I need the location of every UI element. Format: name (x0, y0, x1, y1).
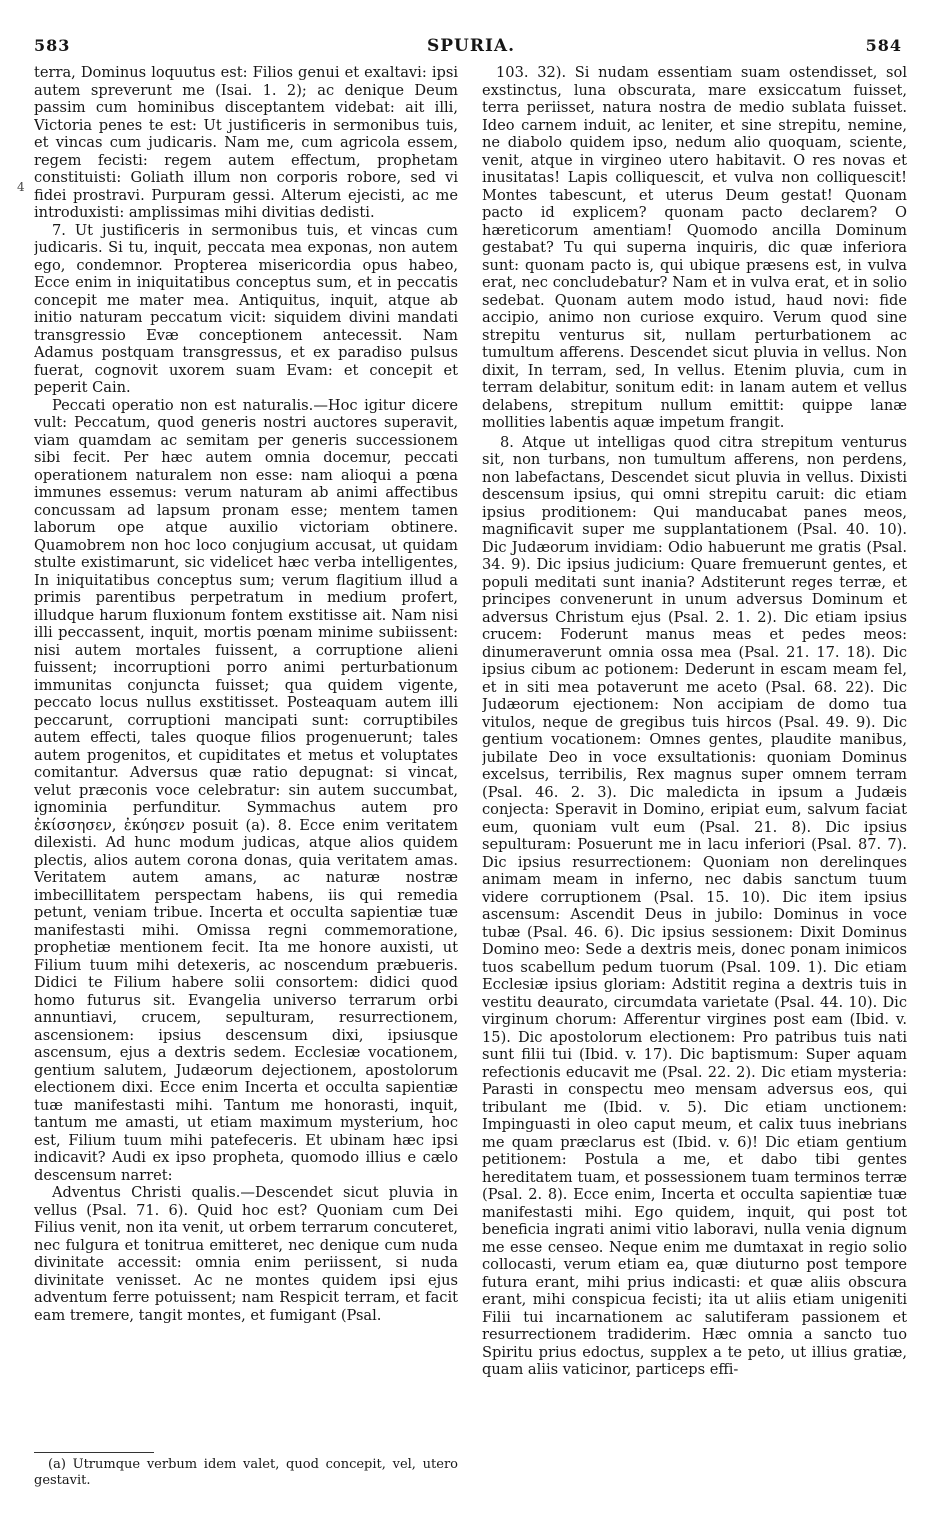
paragraph: terra, Dominus loquutus est: Filios genui et exaltavi: ipsi autem spreverunt me (Isai. 1. 2); ac denique Deum passim cum hominibus disceptantem videbat: ait illi, Victoria penes te est: Ut justificeris in sermonibus tuis, et vincas cum judicaris. Nam me, cum agricola essem, regem fecisti: regem autem effectum, prophetam constituisti: Goliath illum non corporis robore, sed vi fidei prostravi. Purpuram gessi. Alterum ejecisti, ac me introduxisti: amplissimas mihi divitias dedisti. (34, 64, 458, 221)
paragraph: 103. 32). Si nudam essentiam suam ostendisset, sol exstinctus, luna obscurata, mare exsiccatum fuisset, terra periisset, natura nostra de medio sublata fuisset. Ideo carnem induit, ac leniter, et sine strepitu, nemine, ne diabolo quidem ipso, nedum alio quoquam, sciente, venit, atque in virgineo utero habitavit. O res novas et inusitatas! Lapis colliquescit, et vulva non colliquescit! Montes tabescunt, et uterus Deum gestat! Quonam pacto id explicem? quonam pacto declarem? O hæreticorum amentiam! Quomodo ancilla Dominum gestabat? Tu qui superna inquiris, dic quæ inferiora sunt: quonam pacto is, qui ubique præsens est, in vulva erat, nec concludebatur? Nam et in vulva erat, et in solio sedebat. Quonam autem modo istud, haud novi: fide accipio, animo non curiose exquiro. Verum quod sine strepitu venturus sit, nullam perturbationem ac tumultum afferens. Descendet sicut pluvia in vellus. Non dixit, In terram, sed, In vellus. Etenim pluvia, cum in terram delabitur, sonitum edit: in lanam autem et vellus delabens, strepitum nullum emittit: quippe lanæ mollities labentis aquæ impetum frangit. (482, 64, 907, 431)
margin-mark: 4 (17, 180, 25, 194)
footnote-rule (34, 1452, 154, 1453)
page-number-right: 584 (865, 36, 902, 55)
footnote-text: (a) Utrumque verbum idem valet, quod concepit, vel, utero gestavit. (34, 1457, 458, 1488)
paragraph: 7. Ut justificeris in sermonibus tuis, et vincas cum judicaris. Si tu, inquit, peccata mea exponas, non autem ego, condemnor. Propterea misericordia opus habeo, Ecce enim in iniquitatibus conceptus sum, et in peccatis concepit me mater mea. Antiquitus, inquit, atque ab initio naturam peccatum vicit: siquidem divini mandati transgressio Evæ conceptionem antecessit. Nam Adamus postquam transgressus, et ex paradiso pulsus fuerat, cognovit uxorem suam Evam: et concepit et peperit Cain. (34, 221, 458, 396)
left-column (34, 64, 458, 1450)
paragraph: Peccati operatio non est naturalis.—Hoc igitur dicere vult: Peccatum, quod generis nostri auctores superavit, viam quamdam ac semitam per generis successionem sibi fecit. Per hæc autem omnia docemur, peccati operationem naturalem non esse: nam alioqui a pœna immunes essemus: verum naturam ab animi affectibus concussam ad lapsum pronam esse; mentem tamen laborum ope atque auxilio victoriam obtinere. Quamobrem non hoc loco conjugium accusat, ut quidam stulte existimarunt, sic videlicet hæc verba intelligentes, In iniquitatibus conceptus sum; verum flagitium illud a primis parentibus perpetratum in medium profert, illudque harum fluxionum fontem exstitisse ait. Nam nisi illi peccassent, inquit, mortis pœnam minime subiissent: nisi autem mortales fuissent, a corruptione alieni fuissent; incorruptioni porro animi perturbationum immunitas conjuncta fuisset; qua quidem vigente, peccato locus nullus exstitisset. Posteaquam autem illi peccarunt, corruptioni mancipati sunt: corruptibiles autem effecti, tales quoque filios progenuerunt; tales autem progenitos, et cupiditates et metus et voluptates comitantur. Adversus quæ ratio depugnat: si vincat, velut præconis voce celebratur: sin autem succumbat, ignominia perfunditur. Symmachus autem pro ἐκίσσησεν, ἐκύησεν posuit (a). 8. Ecce enim veritatem dilexisti. Ad hunc modum judicas, atque alios quidem plectis, alios autem corona donas, quia veritatem amas. Veritatem autem amans, ac naturæ nostræ imbecillitatem perspectam habens, iis qui remedia petunt, veniam tribue. Incerta et occulta sapientiæ tuæ manifestasti mihi. Omissa regni commemoratione, prophetiæ mentionem fecit. Ita me honore auxisti, ut Filium tuum mihi detexeris, ac noscendum præbueris. Didici te Filium habere solii consortem: didici quod homo futurus sit. Evangelia universo terrarum orbi annuntiavi, crucem, sepulturam, resurrectionem, ascensionem: ipsius descensum dixi, ipsiusque ascensum, ejus a dextris sedem. Ecclesiæ vocationem, gentium salutem, Judæorum dejectionem, apostolorum electionem dixi. Ecce enim Incerta et occulta sapientiæ tuæ manifestasti mihi. Tantum me honorasti, inquit, tantum me amasti, ut etiam maximum mysterium, hoc est, Filium tuum mihi patefeceris. Et ubinam hæc ipsi indicavit? Audi ex ipso propheta, quomodo illius e cælo descensum narret: (34, 396, 458, 1184)
paragraph: Adventus Christi qualis.—Descendet sicut pluvia in vellus (Psal. 71. 6). Quid hoc est? Quoniam cum Dei Filius venit, non ita venit, ut orbem terrarum concuteret, nec fulgura et tonitrua emitteret, nec denique cum nuda divinitate accessit: omnia enim periissent, si nuda divinitate venisset. Ac ne montes quidem ipsi ejus adventum ferre potuissent; nam Respicit terram, et facit eam tremere, tangit montes, et fumigant (Psal. (34, 1184, 458, 1324)
page-number-left: 583 (34, 36, 71, 55)
page-header (0, 36, 942, 62)
right-column (482, 64, 907, 1484)
paragraph: 8. Atque ut intelligas quod citra strepitum venturus sit, non turbans, non tumultum afferens, non perdens, non labefactans, Descendet sicut pluvia in vellus. Dixisti descensum ipsius, qui omni strepitu caruit: dic etiam ipsius proditionem: Qui manducabat panes meos, magnificavit super me supplantationem (Psal. 40. 10). Dic Judæorum invidiam: Odio habuerunt me gratis (Psal. 34. 9). Dic ipsius judicium: Quare fremuerunt gentes, et populi meditati sunt inania? Adstiterunt reges terræ, et principes convenerunt in unum adversus Dominum et adversus Christum ejus (Psal. 2. 1. 2). Dic etiam ipsius crucem: Foderunt manus meas et pedes meos: dinumeraverunt omnia ossa mea (Psal. 21. 17. 18). Dic ipsius cibum ac potionem: Dederunt in escam meam fel, et in siti mea potaverunt me aceto (Psal. 68. 22). Dic Judæorum ejectionem: Non accipiam de domo tua vitulos, neque de gregibus tuis hircos (Psal. 49. 9). Dic gentium vocationem: Omnes gentes, plaudite manibus, jubilate Deo in voce exsultationis: quoniam Dominus excelsus, terribilis, Rex magnus super omnem terram (Psal. 46. 2. 3). Dic maledicta in ipsum a Judæis conjecta: Speravit in Domino, eripiat eum, salvum faciat eum, quoniam vult eum (Psal. 21. 8). Dic ipsius sepulturam: Posuerunt me in lacu inferiori (Psal. 87. 7). Dic ipsius resurrectionem: Quoniam non derelinques animam meam in inferno, nec dabis sanctum tuum videre corruptionem (Psal. 15. 10). Dic item ipsius ascensum: Ascendit Deus in jubilo: Dominus in voce tubæ (Psal. 46. 6). Dic ipsius sessionem: Dixit Dominus Domino meo: Sede a dextris meis, donec ponam inimicos tuos scabellum pedum tuorum (Psal. 109. 1). Dic etiam Ecclesiæ ipsius gloriam: Adstitit regina a dextris tuis in vestitu deaurato, circumdata varietate (Psal. 44. 10). Dic virginum chorum: Afferentur virgines post eam (Ibid. v. 15). Dic apostolorum electionem: Pro patribus tuis nati sunt filii tui (Ibid. v. 17). Dic baptismum: Super aquam refectionis educavit me (Psal. 22. 2). Dic etiam mysteria: Parasti in conspectu meo mensam adversus eos, qui tribulant me (Ibid. v. 5). Dic etiam unctionem: Impinguasti in oleo caput meum, et calix tuus inebrians me quam præclarus est (Ibid. v. 6)! Dic etiam gentium petitionem: Postula a me, et dabo tibi gentes hereditatem tuam, et possessionem tuam terminos terræ (Psal. 2. 8). Ecce enim, Incerta et occulta sapientiæ tuæ manifestasti mihi. Ego quidem, inquit, qui post tot beneficia ingrati animi vitio laboravi, nulla venia dignum me esse censeo. Neque enim me dumtaxat in regio solio collocasti, verum etiam ea, quæ diuturno post tempore futura erant, mihi prius indicasti: et quæ aliis obscura erant, mihi conspicua fecisti; ita ut aliis etiam unigeniti Filii tui incarnationem ac salutiferam passionem et resurrectionem tradiderim. Hæc omnia a sancto tuo Spiritu prius edoctus, supplex a te peto, ut illius gratiæ, quam aliis vaticinor, particeps effi- (482, 433, 907, 1378)
running-title: SPURIA. (426, 36, 516, 56)
footnote (34, 1457, 458, 1489)
